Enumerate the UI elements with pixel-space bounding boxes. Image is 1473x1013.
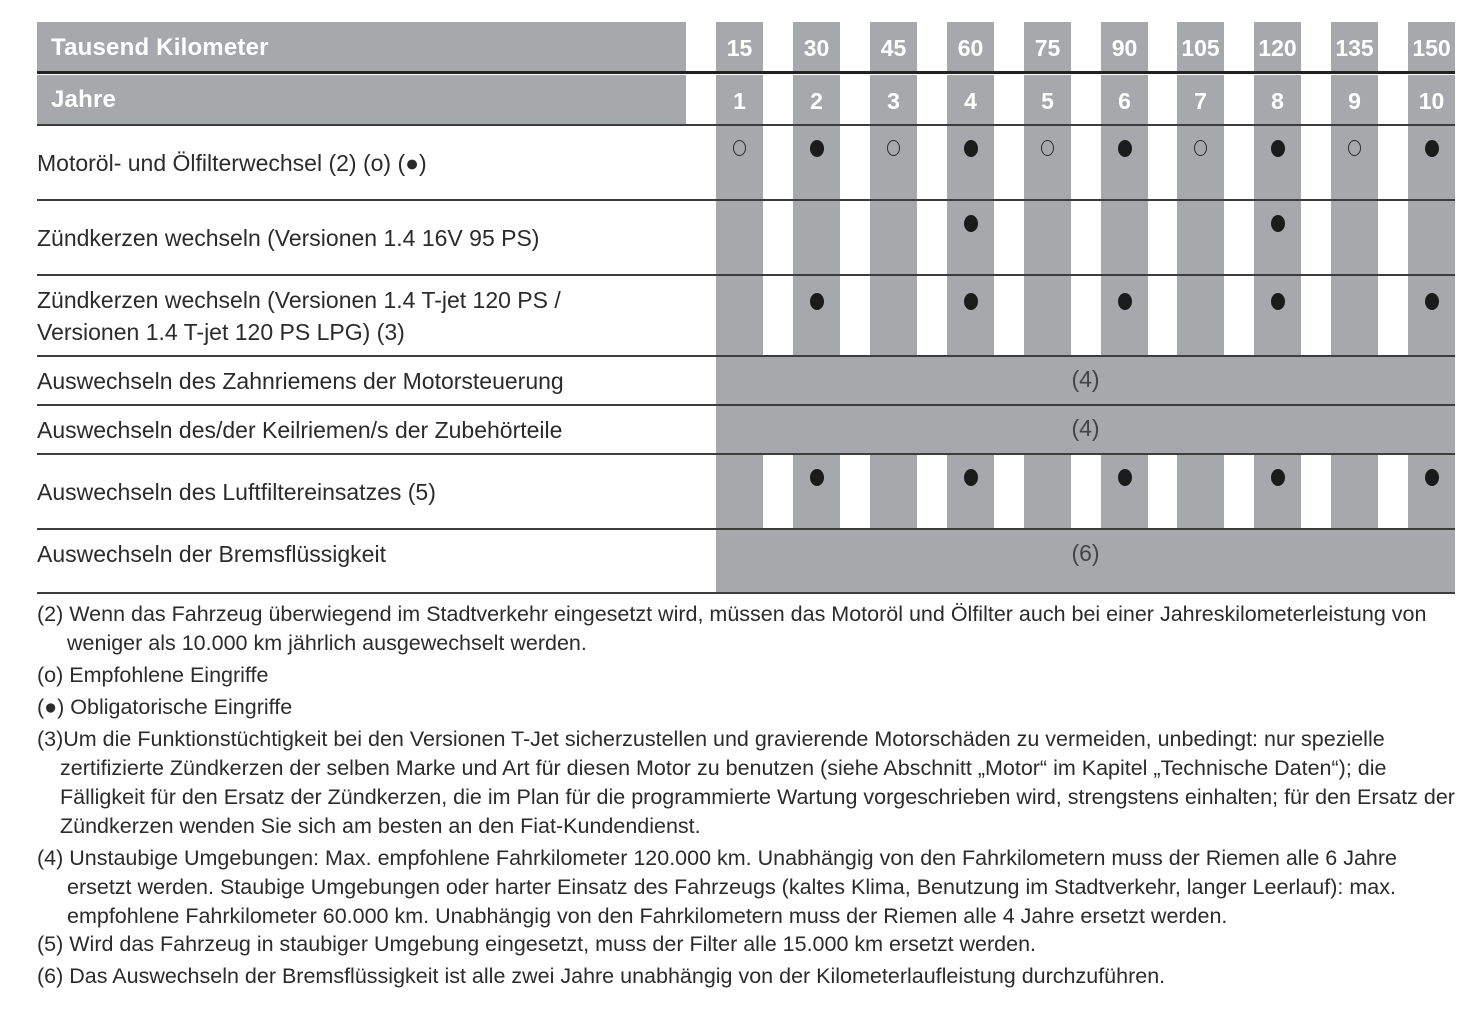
header-km-cell [37, 22, 686, 72]
interval-column-10 [1408, 455, 1455, 528]
header-years-cell [37, 75, 686, 124]
year-header-4: 4 [964, 88, 977, 114]
mandatory-dot-icon [810, 293, 824, 310]
km-header-2: 30 [803, 35, 830, 61]
row-rule [37, 199, 1455, 201]
mandatory-dot-icon [810, 469, 824, 486]
row-2-mark-6 [1101, 293, 1148, 315]
row-0-mark-8 [1254, 140, 1301, 162]
row-0-mark-6 [1101, 140, 1148, 162]
row-rule [37, 453, 1455, 455]
row-0-mark-5 [1024, 140, 1071, 161]
row-5-mark-6 [1101, 469, 1148, 491]
km-header-7: 105 [1181, 35, 1220, 61]
year-header-10: 10 [1418, 88, 1445, 114]
year-header-7: 7 [1194, 88, 1207, 114]
row-rule [37, 355, 1455, 357]
row-label-brake-fluid: Auswechseln der Bremsflüssigkeit [37, 541, 386, 567]
row-5-mark-10 [1408, 469, 1455, 491]
interval-column-2 [793, 455, 840, 528]
year-header-8: 8 [1271, 88, 1284, 114]
row-0-mark-2 [793, 140, 840, 162]
row-2-mark-2 [793, 293, 840, 315]
row-1-mark-4 [947, 215, 994, 237]
footnote-recommended: (o) Empfohlene Eingriffe [37, 663, 269, 687]
mandatory-dot-icon [1271, 469, 1285, 486]
table-bottom-rule [37, 592, 1455, 594]
mandatory-dot-icon [964, 140, 978, 157]
footnote-2: (2) Wenn das Fahrzeug überwiegend im Stadtverkehr eingesetzt wird, müssen das Motoröl und Ölfilter auch bei einer Jahreskilometerleistung von weniger als 10.000 km jährlich ausgewechselt werden. [37, 602, 1427, 655]
mandatory-dot-icon [1118, 140, 1132, 157]
row-0-mark-3 [870, 140, 917, 161]
year-header-5: 5 [1041, 88, 1054, 114]
footnote-mandatory: (●) Obligatorische Eingriffe [37, 695, 293, 719]
footnotes [37, 600, 1457, 991]
row-label-spark-plugs-tjet-line2: Versionen 1.4 T-jet 120 PS LPG) (3) [37, 319, 405, 345]
row-0-mark-7 [1177, 140, 1224, 161]
interval-column-7 [1177, 455, 1224, 528]
row-2-mark-8 [1254, 293, 1301, 315]
mandatory-dot-icon [810, 140, 824, 157]
header-divider-double [37, 71, 1455, 74]
mandatory-dot-icon [1425, 469, 1439, 486]
span-note-timing-belt: (4) [1071, 366, 1100, 392]
span-note-v-belt: (4) [1071, 415, 1100, 441]
interval-column-5 [1024, 455, 1071, 528]
mandatory-dot-icon [964, 215, 978, 232]
recommended-circle-icon [1194, 140, 1207, 156]
footnote-6: (6) Das Auswechseln der Bremsflüssigkeit ist alle zwei Jahre unabhängig von der Kilometerlaufleistung durchzuführen. [37, 964, 1166, 988]
row-label-spark-plugs-16v: Zündkerzen wechseln (Versionen 1.4 16V 95 PS) [37, 225, 540, 251]
mandatory-dot-icon [964, 293, 978, 310]
mandatory-dot-icon [1425, 140, 1439, 157]
footnote-4: (4) Unstaubige Umgebungen: Max. empfohlene Fahrkilometer 120.000 km. Unabhängig von den Fahrkilometern muss der Riemen alle 6 Jahre ersetzt werden. Staubige Umgebungen oder harter Einsatz des Fahrzeugs (kaltes Klima, Benutzung im Stadtverkehr, langer Leerlauf): max. empfohlene Fahrkilometer 60.000 km. Unabhängig von den Fahrkilometern muss der Riemen alle 4 Jahre ersetzt werden. [37, 846, 1398, 928]
km-header-3: 45 [880, 35, 907, 61]
row-rule [37, 528, 1455, 530]
footnote-3: (3)Um die Funktionstüchtigkeit bei den Versionen T-Jet sicherzustellen und gravierende Motorschäden zu vermeiden, unbedingt: nur spezielle zertifizierte Zündkerzen der selben Marke und Art für diesen Motor zu benutzen (siehe Abschnitt „Motor“ im Kapitel „Technische Daten“); die Fälligkeit für den Ersatz der Zündkerzen, die im Plan für die programmierte Wartung vorgeschrieben wird, strengstens einhalten; für den Ersatz der Zündkerzen wenden Sie sich am besten an den Fiat-Kundendienst. [37, 727, 1455, 838]
recommended-circle-icon [1041, 140, 1054, 156]
km-header-5: 75 [1034, 35, 1061, 61]
interval-column-9 [1331, 455, 1378, 528]
row-rule [37, 404, 1455, 406]
mandatory-dot-icon [964, 469, 978, 486]
mandatory-dot-icon [1425, 293, 1439, 310]
interval-column-4 [947, 455, 994, 528]
row-2-mark-4 [947, 293, 994, 315]
row-5-mark-2 [793, 469, 840, 491]
km-header-4: 60 [957, 35, 984, 61]
km-header-8: 120 [1258, 35, 1297, 61]
header-km-label: Tausend Kilometer [51, 34, 269, 61]
mandatory-dot-icon [1271, 293, 1285, 310]
interval-column-3 [870, 455, 917, 528]
row-label-timing-belt: Auswechseln des Zahnriemens der Motorsteuerung [37, 368, 564, 394]
row-label-air-filter: Auswechseln des Luftfiltereinsatzes (5) [37, 479, 436, 505]
interval-column-8 [1254, 455, 1301, 528]
recommended-circle-icon [1348, 140, 1361, 156]
year-header-3: 3 [887, 88, 900, 114]
year-header-9: 9 [1348, 88, 1361, 114]
mandatory-dot-icon [1271, 215, 1285, 232]
km-header-9: 135 [1335, 35, 1374, 61]
row-5-mark-8 [1254, 469, 1301, 491]
row-label-oil-change: Motoröl- und Ölfilterwechsel (2) (o) (●) [37, 150, 427, 176]
year-header-2: 2 [810, 88, 823, 114]
span-note-brake-fluid: (6) [1071, 540, 1100, 566]
recommended-circle-icon [733, 140, 746, 156]
header-bottom-rule [37, 124, 1455, 126]
year-header-6: 6 [1118, 88, 1131, 114]
km-header-1: 15 [726, 35, 753, 61]
row-0-mark-10 [1408, 140, 1455, 162]
recommended-circle-icon [887, 140, 900, 156]
row-0-mark-4 [947, 140, 994, 162]
mandatory-dot-icon [1118, 293, 1132, 310]
row-1-mark-8 [1254, 215, 1301, 237]
interval-column-1 [716, 455, 763, 528]
row-2-mark-10 [1408, 293, 1455, 315]
header-years-label: Jahre [51, 86, 117, 113]
row-5-mark-4 [947, 469, 994, 491]
row-0-mark-1 [716, 140, 763, 161]
row-label-spark-plugs-tjet-line1: Zündkerzen wechseln (Versionen 1.4 T-jet 120 PS / [37, 287, 561, 313]
km-header-6: 90 [1111, 35, 1138, 61]
mandatory-dot-icon [1118, 469, 1132, 486]
year-header-1: 1 [733, 88, 746, 114]
mandatory-dot-icon [1271, 140, 1285, 157]
row-label-v-belt: Auswechseln des/der Keilriemen/s der Zubehörteile [37, 417, 563, 443]
row-0-mark-9 [1331, 140, 1378, 161]
row-rule [37, 274, 1455, 276]
footnote-5: (5) Wird das Fahrzeug in staubiger Umgebung eingesetzt, muss der Filter alle 15.000 km ersetzt werden. [37, 932, 1037, 956]
interval-column-6 [1101, 455, 1148, 528]
km-header-10: 150 [1412, 35, 1451, 61]
